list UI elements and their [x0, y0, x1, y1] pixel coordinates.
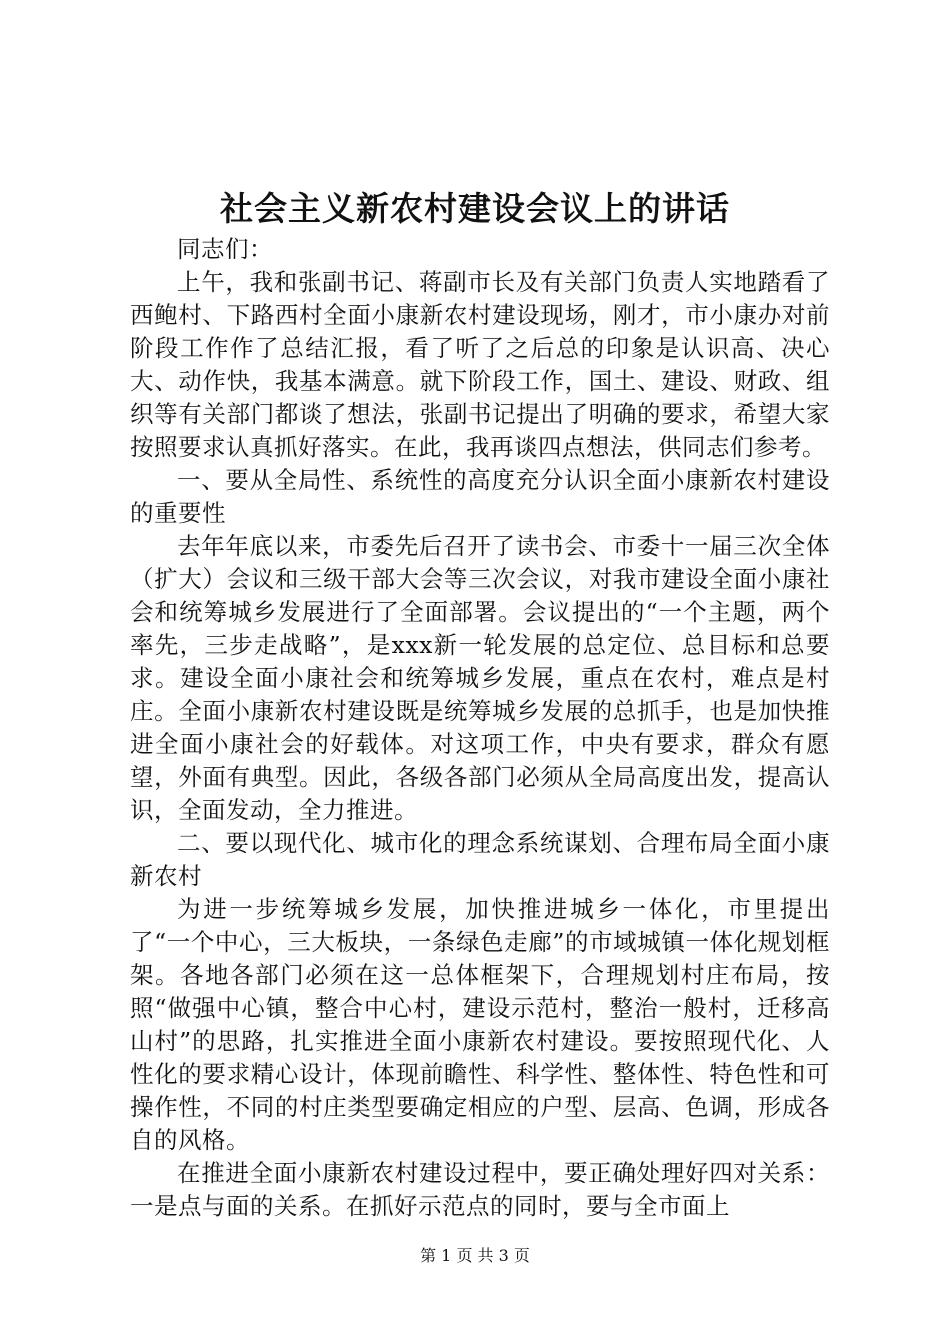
section-heading: 一、要从全局性、系统性的高度充分认识全面小康新农村建设的重要性: [130, 466, 830, 527]
document-title: 社会主义新农村建设会议上的讲话: [220, 189, 730, 228]
body-paragraph: 在推进全面小康新农村建设过程中，要正确处理好四对关系：一是点与面的关系。在抓好示范点的同时，要与全市面上: [130, 1159, 830, 1220]
salutation: 同志们：: [177, 235, 273, 263]
document-body: [130, 233, 830, 1223]
page-footer: 第 1 页 共 3 页: [420, 1246, 530, 1265]
body-paragraph: 为进一步统筹城乡发展，加快推进城乡一体化，市里提出了“一个中心，三大板块，一条绿色走廊”的市域城镇一体化规划框架。各地各部门必须在这一总体框架下，合理规划村庄布局，按照“做强中心镇，整合中心村，建设示范村，整治一般村，迁移高山村”的思路，扎实推进全面小康新农村建设。要按照现代化、人性化的要求精心设计，体现前瞻性、科学性、整体性、特色性和可操作性，不同的村庄类型要确定相应的户型、层高、色调，形成各自的风格。: [130, 895, 830, 1154]
body-paragraph: 去年年底以来，市委先后召开了读书会、市委十一届三次全体（扩大）会议和三级干部大会等三次会议，对我市建设全面小康社会和统筹城乡发展进行了全面部署。会议提出的“一个主题，两个率先，三步走战略”，是xxx新一轮发展的总定位、总目标和总要求。建设全面小康社会和统筹城乡发展，重点在农村，难点是村庄。全面小康新农村建设既是统筹城乡发展的总抓手，也是加快推进全面小康社会的好载体。对这项工作，中央有要求，群众有愿望，外面有典型。因此，各级各部门必须从全局高度出发，提高认识，全面发动，全力推进。: [130, 532, 830, 824]
body-paragraph: 上午，我和张副书记、蒋副市长及有关部门负责人实地踏看了西鲍村、下路西村全面小康新农村建设现场，刚才，市小康办对前阶段工作作了总结汇报，看了听了之后总的印象是认识高、决心大、动作快，我基本满意。就下阶段工作，国土、建设、财政、组织等有关部门都谈了想法，张副书记提出了明确的要求，希望大家按照要求认真抓好落实。在此，我再谈四点想法，供同志们参考。: [130, 268, 830, 461]
section-heading: 二、要以现代化、城市化的理念系统谋划、合理布局全面小康新农村: [130, 829, 830, 890]
